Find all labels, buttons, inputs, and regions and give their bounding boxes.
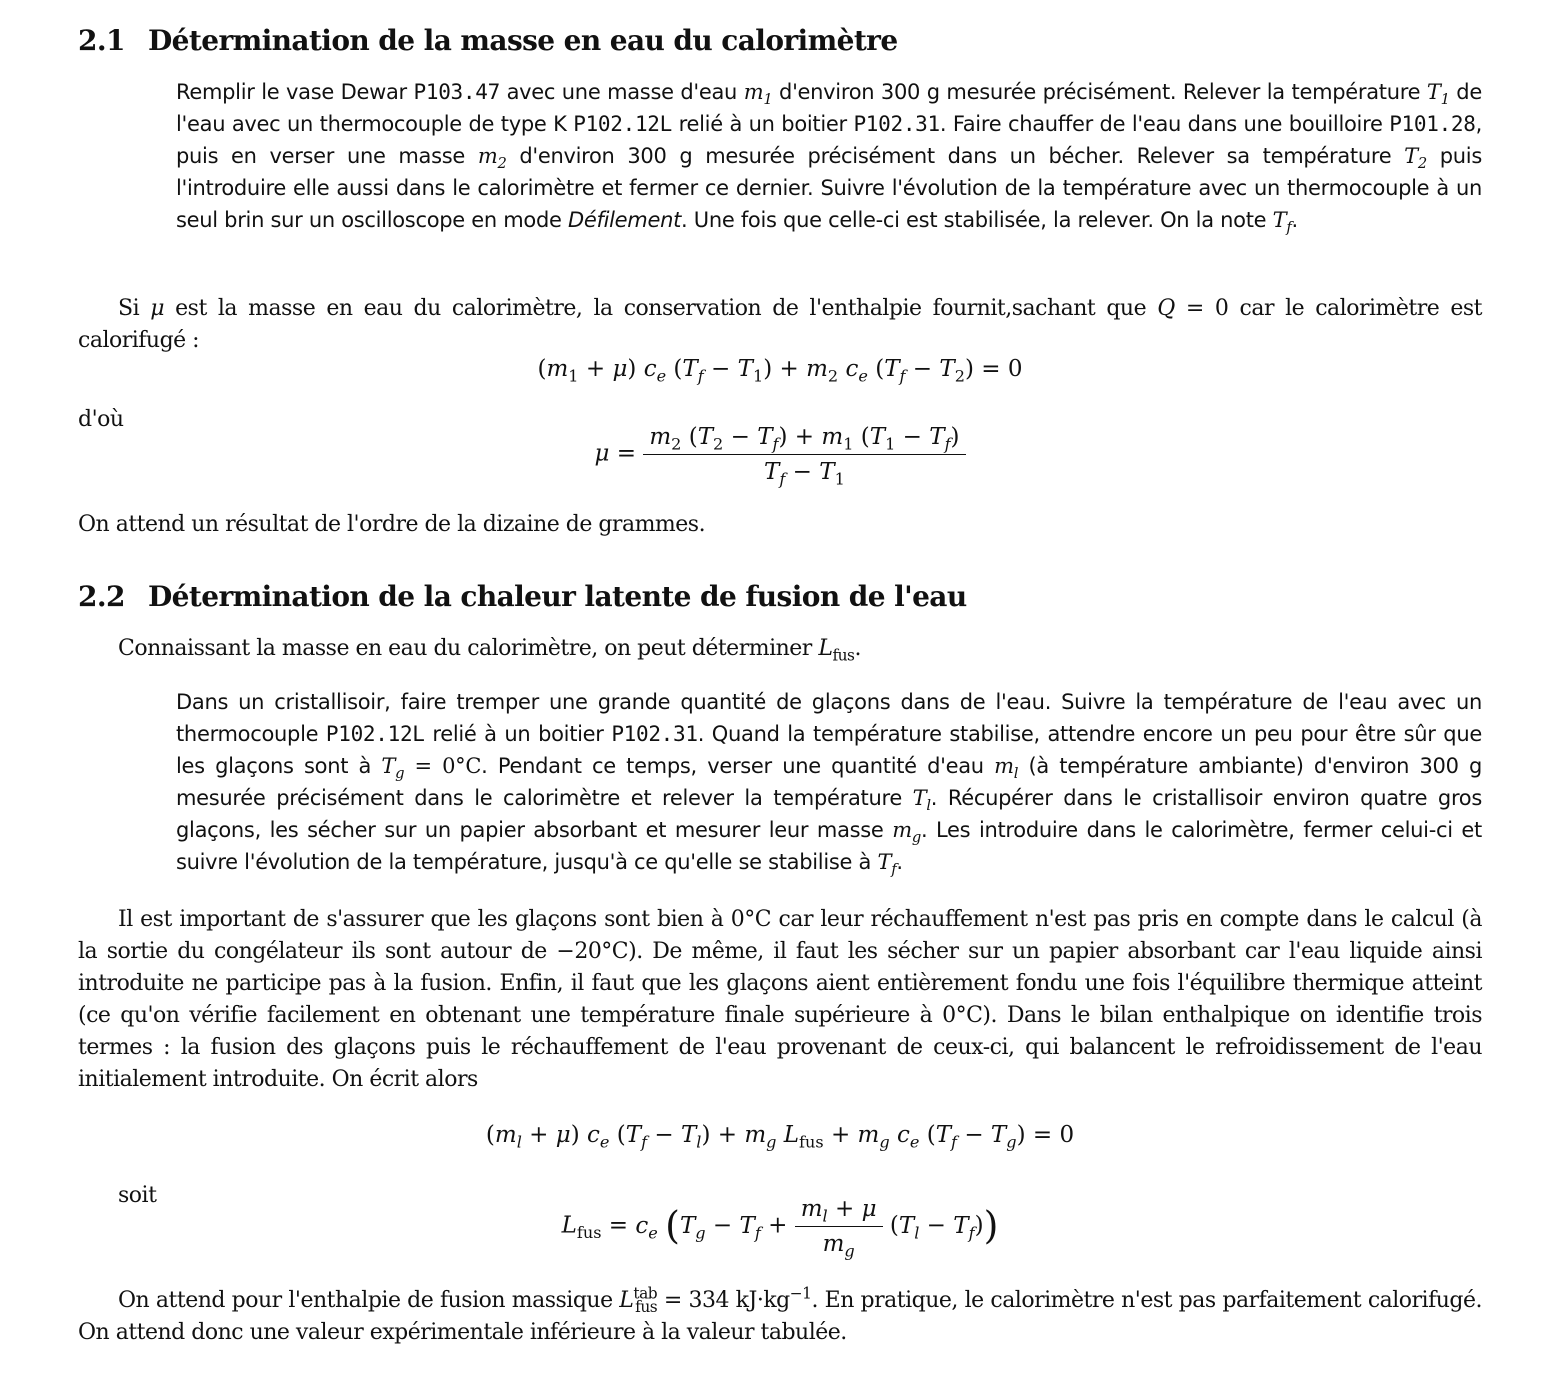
text: relié à un boitier (678, 112, 847, 136)
text: . Pendant ce temps, verser une quantité d'eau (481, 754, 984, 778)
text: , puis en verser une masse (176, 112, 1483, 168)
section-heading-2-2 (78, 580, 967, 614)
text: Si (118, 296, 140, 321)
text: d'environ 300 g mesurée précisément. Relever la température (779, 80, 1421, 104)
section-number: 2.1 (78, 24, 125, 57)
text: Connaissant la masse en eau du calorimètre, on peut déterminer (118, 636, 812, 661)
section-title: Détermination de la masse en eau du calorimètre (148, 24, 898, 57)
value: = 334 kJ·kg (663, 1288, 790, 1313)
ref-code: P102.31 (853, 112, 940, 136)
label-dou: d'où (78, 407, 124, 432)
equation-2: μ = $\frac{m_2 (T_2 - T_f) + m_1 (T_1 - T_f)}{T_f - T_1}$ (78, 424, 1482, 485)
equation-1: $(m_1 + \mu)$ $c_e$ $(T_f - T_1) + m_2$ $c_e$ $(T_f - T_2) = 0$ (537, 356, 1023, 386)
ref-code: P101.28 (1389, 112, 1476, 136)
text: relié à un boitier (432, 722, 604, 746)
paragraph-explanation: Il est important de s'assurer que les glaçons sont bien à 0°C car leur réchauffement n'est pas pris en compte dans le calcul (à la sortie du congélateur ils sont autour de −20°C). De même, il faut les sécher sur un papier absorbant car l'eau liquide ainsi introduite ne participe pas à la fusion. Enfin, il faut que les glaçons aient entièrement fondu une fois l'équilibre thermique atteint (ce qu'on vérifie facilement en obtenant une température finale supérieure à 0°C). Dans le bilan enthalpique on identifie trois termes : la fusion des glaçons puis le réchauffement de l'eau provenant de ceux-ci, qui balancent le refroidissement de l'eau initialement introduite. On écrit alors (78, 907, 1482, 1092)
ref-code: P102.12L (325, 722, 425, 746)
text: puis l'introduire elle aussi dans le calorimètre et fermer ce dernier. Suivre l'évolution de la température avec un thermocouple à un seul brin sur un oscilloscope en mode (176, 144, 1482, 232)
paragraph-enthalpy: Si μ est la masse en eau du calorimètre, la conservation de l'enthalpie fournit,sachant que Q = 0 car le calorimètre est calorifugé : (78, 296, 1483, 353)
text: est la masse en eau du calorimètre, la conservation de l'enthalpie fournit,sachant que (175, 296, 1147, 321)
text: d'environ 300 g mesurée précisément dans un bécher. Relever sa température (519, 144, 1392, 168)
mode-name: Défilement (568, 208, 682, 232)
result-sentence: On attend un résultat de l'ordre de la dizaine de grammes. (78, 512, 706, 537)
paragraph-conclusion: On attend pour l'enthalpie de fusion massique $L^{tab}_{fus} = 334$ $kJ\cdot kg^{-1}$. En pratique, le calorimètre n'est pas parfaitement calorifugé. On attend donc une valeur expérimentale inférieure à la valeur tabulée. (78, 1284, 1483, 1345)
text: Remplir le vase Dewar (176, 80, 407, 104)
equation-3: $(m_l + \mu)$ $c_e$ $(T_f - T_l) + m_g$ $L_{fus} + m_g$ $c_e$ $(T_f - T_g) = 0$ (485, 1122, 1075, 1152)
ref-code: P103.47 (413, 80, 500, 104)
ref-code: P102.31 (611, 722, 698, 746)
text: . Une fois que celle-ci est stabilisée, la relever. On la note (681, 208, 1267, 232)
label-soit: soit (118, 1183, 157, 1208)
text: . Les introduire dans le calorimètre, fermer celui-ci et suivre l'évolution de la température, jusqu'à ce qu'elle se stabilise à (176, 818, 1482, 874)
text: . En pratique, le calorimètre n'est pas parfaitement calorifugé. On attend donc une valeur expérimentale inférieure à la valeur tabulée. (78, 1288, 1483, 1345)
text: . Faire chauffer de l'eau dans une bouilloire (939, 112, 1383, 136)
text: car le calorimètre est calorifugé : (78, 296, 1483, 353)
intro-sentence: Connaissant la masse en eau du calorimètre, on peut déterminer $L_{fus}$. (118, 636, 861, 665)
procedure-box-2: Dans un cristallisoir, faire tremper une grande quantité de glaçons dans de l'eau. Suivre la température de l'eau avec un thermocouple P102.12L relié à un boitier P102.31. Quand la température stabilise, attendre encore un peu pour être sûr que les glaçons sont à $T_g = 0^\circ C$. Pendant ce temps, verser une quantité d'eau $m_l$ (à température ambiante) d'environ 300 g mesurée précisément dans le calorimètre et relever la température $T_l$. Récupérer dans le cristallisoir environ quatre gros glaçons, les sécher sur un papier absorbant et mesurer leur masse $m_g$. Les introduire dans le calorimètre, fermer celui-ci et suivre l'évolution de la température, jusqu'à ce qu'elle se stabilise à $T_f$. (176, 690, 1483, 879)
procedure-box-1: Remplir le vase Dewar P103.47 avec une masse d'eau $m_1$ d'environ 300 g mesurée précisément. Relever la température $T_1$ de l'eau avec un thermocouple de type K P102.12L relié à un boitier P102.31. Faire chauffer de l'eau dans une bouilloire P101.28, puis en verser une masse $m_2$ d'environ 300 g mesurée précisément dans un bécher. Relever sa température $T_2$ puis l'introduire elle aussi dans le calorimètre et fermer ce dernier. Suivre l'évolution de la température avec un thermocouple à un seul brin sur un oscilloscope en mode Défilement. Une fois que celle-ci est stabilisée, la relever. On la note $T_f$. (176, 80, 1483, 237)
text: . Quand la température stabilise, attendre encore un peu pour être sûr que les glaçons sont à (176, 722, 1482, 778)
section-title: Détermination de la chaleur latente de fusion de l'eau (148, 580, 967, 613)
equation-4: $L_{fus} = c_e$ ($T_g - T_f$ + $\frac{m_l + \mu}{m_g}$ $(T_l - T_f)$) (561, 1196, 999, 1261)
section-heading-2-1 (78, 24, 898, 58)
text: de l'eau avec un thermocouple de type K (176, 80, 1482, 136)
text: . Récupérer dans le cristallisoir environ quatre gros glaçons, les sécher sur un papier absorbant et mesurer leur masse (176, 786, 1483, 842)
text: Dans un cristallisoir, faire tremper une grande quantité de glaçons dans de l'eau. Suivre la température de l'eau avec un thermocouple (176, 690, 1482, 746)
text: avec une masse d'eau (506, 80, 738, 104)
text: On attend pour l'enthalpie de fusion massique (118, 1288, 613, 1313)
text: (à température ambiante) d'environ 300 g mesurée précisément dans le calorimètre et relever la température (176, 754, 1482, 810)
section-number: 2.2 (78, 580, 125, 613)
ref-code: P102.12L (573, 112, 672, 136)
